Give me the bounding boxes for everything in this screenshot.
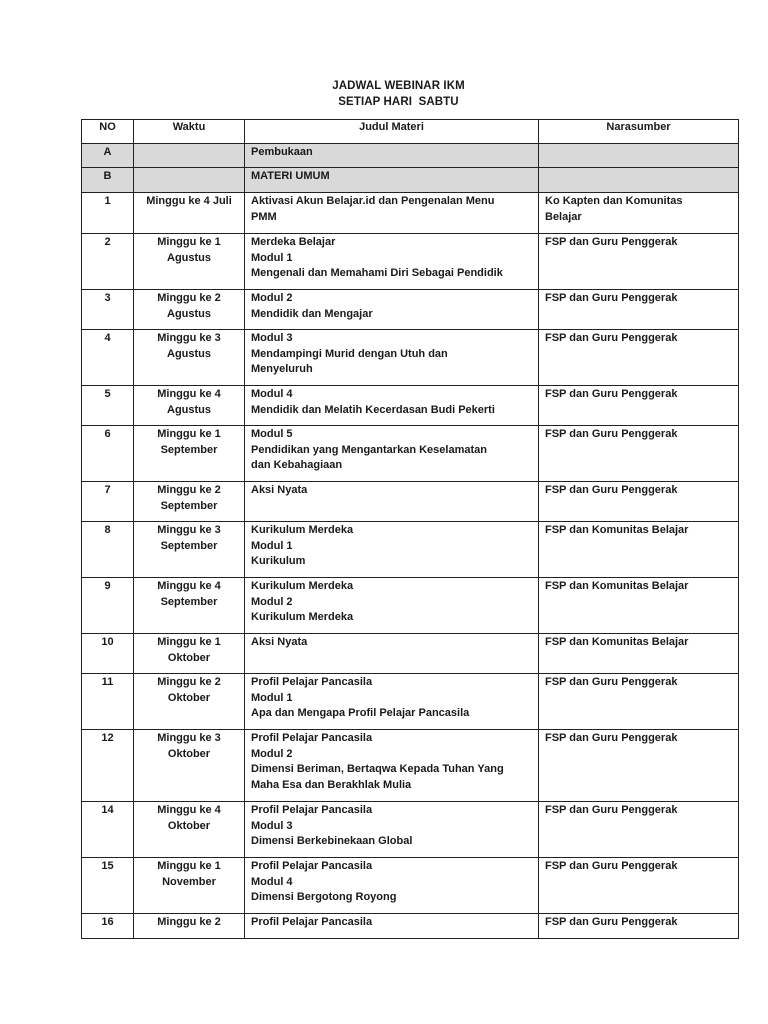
cell-no: B xyxy=(82,168,134,193)
cell-waktu xyxy=(134,674,245,730)
cell-judul-materi xyxy=(245,290,539,330)
cell-judul-materi-line: Profil Pelajar Pancasila xyxy=(251,916,373,928)
cell-waktu-line: Oktober xyxy=(167,651,211,664)
table-row xyxy=(82,482,739,522)
header-narasumber: Narasumber xyxy=(539,120,739,144)
cell-judul-materi xyxy=(245,634,539,674)
cell-judul-materi-line: Modul 2 xyxy=(251,292,293,304)
cell-waktu xyxy=(134,330,245,386)
cell-judul-materi-line: Merdeka Belajar xyxy=(251,236,336,248)
cell-waktu-line: September xyxy=(160,443,218,456)
table-row xyxy=(82,914,739,939)
cell-narasumber-line: FSP dan Guru Penggerak xyxy=(545,236,678,248)
cell-judul-materi-line: Modul 2 xyxy=(251,595,293,608)
schedule-table xyxy=(81,119,739,939)
cell-judul-materi-line: Aksi Nyata xyxy=(251,636,308,648)
cell-judul-materi xyxy=(245,578,539,634)
cell-judul-materi-line: Kurikulum Merdeka xyxy=(251,580,354,592)
cell-waktu-line: Minggu ke 3 xyxy=(157,524,221,536)
cell-judul-materi-line: Dimensi Berkebinekaan Global xyxy=(251,835,413,847)
cell-narasumber xyxy=(539,522,739,578)
cell-narasumber xyxy=(539,634,739,674)
cell-waktu-line: Minggu ke 4 Juli xyxy=(146,195,232,207)
cell-judul-materi-line: Kurikulum Merdeka xyxy=(251,524,354,536)
cell-judul-materi-line: Modul 4 xyxy=(251,875,293,888)
cell-waktu-line: Agustus xyxy=(167,347,211,360)
cell-waktu-line: Oktober xyxy=(167,691,211,704)
cell-judul-materi-line: Pendidikan yang Mengantarkan Keselamatan xyxy=(251,443,487,456)
cell-narasumber-line: FSP dan Guru Penggerak xyxy=(545,804,678,816)
table-row xyxy=(82,802,739,858)
cell-judul-materi xyxy=(245,144,539,168)
cell-judul-materi-line: Modul 3 xyxy=(251,332,293,344)
cell-judul-materi xyxy=(245,386,539,426)
table-row xyxy=(82,330,739,386)
cell-waktu-line: Agustus xyxy=(167,403,211,416)
cell-waktu-line: Minggu ke 1 xyxy=(157,636,221,648)
cell-narasumber xyxy=(539,144,739,168)
cell-waktu xyxy=(134,234,245,290)
cell-waktu xyxy=(134,914,245,939)
cell-waktu xyxy=(134,858,245,914)
cell-narasumber-line: FSP dan Guru Penggerak xyxy=(545,332,678,344)
cell-waktu xyxy=(134,634,245,674)
cell-judul-materi-line: Aksi Nyata xyxy=(251,484,308,496)
cell-judul-materi xyxy=(245,522,539,578)
cell-waktu-line: Minggu ke 3 xyxy=(157,332,221,344)
cell-judul-materi xyxy=(245,858,539,914)
cell-waktu xyxy=(134,386,245,426)
cell-waktu xyxy=(134,482,245,522)
cell-judul-materi-line: Maha Esa dan Berakhlak Mulia xyxy=(251,778,412,791)
cell-no: 8 xyxy=(82,522,134,578)
cell-waktu-line: Minggu ke 1 xyxy=(157,860,221,872)
cell-narasumber xyxy=(539,482,739,522)
cell-waktu xyxy=(134,193,245,234)
cell-waktu-line: Oktober xyxy=(167,819,211,832)
cell-judul-materi-line: Profil Pelajar Pancasila xyxy=(251,804,373,816)
cell-judul-materi xyxy=(245,234,539,290)
cell-no: 12 xyxy=(82,730,134,802)
cell-narasumber-line: FSP dan Guru Penggerak xyxy=(545,388,678,400)
cell-waktu-line: September xyxy=(160,595,218,608)
cell-waktu-line: Agustus xyxy=(167,251,211,264)
cell-waktu-line: Minggu ke 1 xyxy=(157,428,221,440)
cell-judul-materi-line: MATERI UMUM xyxy=(251,170,330,182)
table-row xyxy=(82,578,739,634)
cell-narasumber xyxy=(539,193,739,234)
cell-judul-materi-line: Modul 1 xyxy=(251,539,293,552)
table-row xyxy=(82,858,739,914)
cell-narasumber xyxy=(539,730,739,802)
cell-waktu-line: September xyxy=(160,539,218,552)
cell-judul-materi-line: Profil Pelajar Pancasila xyxy=(251,732,373,744)
table-row xyxy=(82,730,739,802)
cell-narasumber xyxy=(539,234,739,290)
cell-judul-materi-line: dan Kebahagiaan xyxy=(251,459,343,471)
cell-judul-materi-line: Dimensi Beriman, Bertaqwa Kepada Tuhan Yang xyxy=(251,763,504,775)
cell-narasumber xyxy=(539,858,739,914)
table-row xyxy=(82,426,739,482)
cell-judul-materi-line: Kurikulum xyxy=(251,555,306,567)
cell-no: 15 xyxy=(82,858,134,914)
cell-narasumber-line: FSP dan Guru Penggerak xyxy=(545,916,678,928)
cell-no: 3 xyxy=(82,290,134,330)
cell-waktu-line: November xyxy=(162,875,216,888)
cell-narasumber xyxy=(539,330,739,386)
cell-narasumber xyxy=(539,386,739,426)
cell-narasumber-line: FSP dan Guru Penggerak xyxy=(545,428,678,440)
cell-narasumber-line: FSP dan Guru Penggerak xyxy=(545,484,678,496)
cell-narasumber xyxy=(539,578,739,634)
cell-judul-materi xyxy=(245,674,539,730)
cell-narasumber xyxy=(539,802,739,858)
cell-no: 16 xyxy=(82,914,134,939)
document-title: JADWAL WEBINAR IKM xyxy=(332,80,465,92)
cell-waktu-line: Oktober xyxy=(167,747,211,760)
header-judul-materi: Judul Materi xyxy=(245,120,539,144)
table-row xyxy=(82,144,739,168)
header-no: NO xyxy=(82,120,134,144)
cell-judul-materi-line: Profil Pelajar Pancasila xyxy=(251,860,373,872)
cell-no: 10 xyxy=(82,634,134,674)
cell-judul-materi xyxy=(245,193,539,234)
cell-waktu xyxy=(134,290,245,330)
cell-no: 11 xyxy=(82,674,134,730)
cell-judul-materi-line: Modul 2 xyxy=(251,747,293,760)
cell-no: 6 xyxy=(82,426,134,482)
cell-no: 2 xyxy=(82,234,134,290)
cell-waktu xyxy=(134,802,245,858)
table-header-row xyxy=(82,120,739,144)
cell-judul-materi-line: Dimensi Bergotong Royong xyxy=(251,891,397,903)
cell-narasumber xyxy=(539,914,739,939)
cell-judul-materi xyxy=(245,730,539,802)
cell-waktu-line: Agustus xyxy=(167,307,211,320)
cell-judul-materi-line: Apa dan Mengapa Profil Pelajar Pancasila xyxy=(251,707,470,719)
cell-judul-materi xyxy=(245,168,539,193)
cell-narasumber-line: FSP dan Guru Penggerak xyxy=(545,292,678,304)
cell-no: 1 xyxy=(82,193,134,234)
cell-narasumber-line: Ko Kapten dan Komunitas xyxy=(545,195,683,207)
cell-waktu-line: September xyxy=(160,499,218,512)
cell-narasumber-line: FSP dan Guru Penggerak xyxy=(545,732,678,744)
table-row xyxy=(82,386,739,426)
cell-waktu-line: Minggu ke 2 xyxy=(157,484,221,496)
header-waktu: Waktu xyxy=(134,120,245,144)
cell-waktu xyxy=(134,144,245,168)
cell-waktu-line: Minggu ke 2 xyxy=(157,676,221,688)
cell-no: 14 xyxy=(82,802,134,858)
cell-narasumber-line: FSP dan Komunitas Belajar xyxy=(545,580,689,592)
cell-waktu xyxy=(134,168,245,193)
table-row xyxy=(82,522,739,578)
cell-narasumber xyxy=(539,168,739,193)
cell-judul-materi-line: Menyeluruh xyxy=(251,363,313,375)
cell-narasumber xyxy=(539,674,739,730)
cell-narasumber xyxy=(539,426,739,482)
table-row xyxy=(82,634,739,674)
cell-judul-materi-line: Profil Pelajar Pancasila xyxy=(251,676,373,688)
cell-judul-materi-line: Modul 3 xyxy=(251,819,293,832)
title-block xyxy=(0,79,768,110)
cell-waktu-line: Minggu ke 4 xyxy=(157,804,221,816)
cell-judul-materi-line: Mengenali dan Memahami Diri Sebagai Pendidik xyxy=(251,267,503,279)
cell-judul-materi-line: Mendidik dan Melatih Kecerdasan Budi Pekerti xyxy=(251,403,495,416)
cell-narasumber-line: FSP dan Guru Penggerak xyxy=(545,676,678,688)
table-body xyxy=(82,144,739,939)
cell-waktu xyxy=(134,522,245,578)
cell-narasumber-line: FSP dan Komunitas Belajar xyxy=(545,524,689,536)
cell-no: 9 xyxy=(82,578,134,634)
cell-judul-materi xyxy=(245,802,539,858)
cell-waktu-line: Minggu ke 2 xyxy=(157,292,221,304)
table-row xyxy=(82,193,739,234)
cell-waktu xyxy=(134,730,245,802)
document-subtitle: SETIAP HARI SABTU xyxy=(338,95,459,108)
cell-judul-materi-line: Modul 4 xyxy=(251,388,293,400)
table-row xyxy=(82,674,739,730)
cell-waktu-line: Minggu ke 4 xyxy=(157,388,221,400)
cell-judul-materi xyxy=(245,482,539,522)
table-row xyxy=(82,168,739,193)
cell-waktu-line: Minggu ke 1 xyxy=(157,236,221,248)
cell-no: 5 xyxy=(82,386,134,426)
cell-no: 7 xyxy=(82,482,134,522)
cell-no: A xyxy=(82,144,134,168)
cell-judul-materi-line: Modul 1 xyxy=(251,251,293,264)
cell-judul-materi-line: Pembukaan xyxy=(251,146,313,158)
table-row xyxy=(82,234,739,290)
cell-judul-materi-line: Mendampingi Murid dengan Utuh dan xyxy=(251,347,448,360)
cell-narasumber-line: FSP dan Guru Penggerak xyxy=(545,860,678,872)
cell-judul-materi xyxy=(245,914,539,939)
cell-judul-materi-line: Modul 5 xyxy=(251,428,293,440)
cell-judul-materi-line: Aktivasi Akun Belajar.id dan Pengenalan Menu xyxy=(251,195,495,207)
cell-judul-materi xyxy=(245,330,539,386)
cell-judul-materi-line: Modul 1 xyxy=(251,691,293,704)
cell-judul-materi-line: Kurikulum Merdeka xyxy=(251,611,354,623)
cell-narasumber-line: Belajar xyxy=(545,210,582,223)
cell-judul-materi xyxy=(245,426,539,482)
cell-no: 4 xyxy=(82,330,134,386)
cell-waktu xyxy=(134,426,245,482)
cell-narasumber-line: FSP dan Komunitas Belajar xyxy=(545,636,689,648)
cell-judul-materi-line: PMM xyxy=(251,210,277,223)
cell-narasumber xyxy=(539,290,739,330)
cell-waktu-line: Minggu ke 3 xyxy=(157,732,221,744)
cell-waktu xyxy=(134,578,245,634)
cell-waktu-line: Minggu ke 2 xyxy=(157,916,221,928)
table-row xyxy=(82,290,739,330)
cell-judul-materi-line: Mendidik dan Mengajar xyxy=(251,307,373,320)
cell-waktu-line: Minggu ke 4 xyxy=(157,580,221,592)
